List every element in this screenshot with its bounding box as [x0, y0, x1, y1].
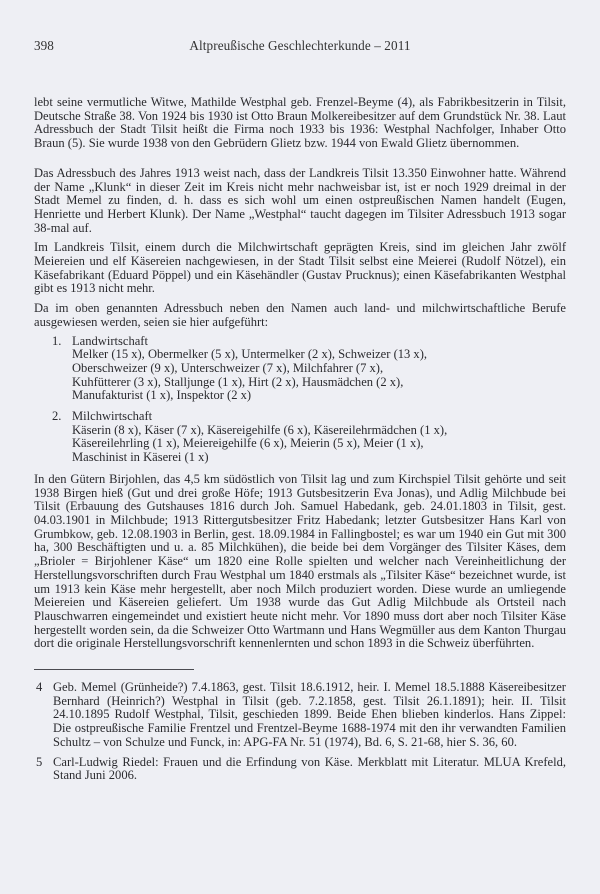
list-title: Landwirtschaft — [72, 333, 148, 348]
list-item-landwirtschaft — [34, 335, 566, 404]
list-number: 1. — [52, 333, 62, 348]
list-entries — [72, 424, 566, 465]
footnote-number: 5 — [36, 754, 43, 769]
page-number: 398 — [34, 38, 54, 53]
list-title: Milchwirtschaft — [72, 409, 153, 424]
running-title: Altpreußische Geschlechterkunde – 2011 — [189, 38, 411, 53]
paragraph-text: Da im oben genannten Adressbuch neben den Namen auch land- und milchwirtschaftliche Berufe ausgewiesen werden, seien sie hier aufgeführt: — [34, 301, 566, 329]
paragraph-text: In den Gütern Birjohlen, das 4,5 km südöstlich von Tilsit lag und zum Kirchspiel Tilsit gehörte und seit 1938 Birgen hieß (Gut und drei große Höfe; 1913 Gutsbesitzerin Eva Jonas), und Adlig Milchbude bei Tilsit (Erbauung des Gutshauses 1816 durch Joh. Samuel Habedank, geb. 24.01.1803 in Tilsit, gest. 04.03.1901 in Milchbude; 1913 Rittergutsbesitzer Fritz Habedank; letzter Gutsbesitzer Hans Karl von Grumbkow, geb. 12.08.1903 in Berlin, gest. 18.09.1984 in Fallingbostel; es war um 1940 ein Gut mit 300 ha, 300 Beschäftigten und u. a. 85 Milchkühen), die beide bei dem Vorgänger des Tilsiter Käses, dem „Brioler = Birjohlener Käse“ um 1820 eine Rolle spielten und welcher nach Vereinheitlichung der Herstellungsvorschriften durch Frau Westphal um 1840 erstmals als „Tilsiter Käse“ bezeichnet wurde, ist um 1913 kein Käse mehr hergestellt, aber noch Milch produziert worden. Diese wurde an umliegende Meiereien und Käsereien geliefert. Um 1938 wurde das Gut Adlig Milchbude als Ortsteil nach Plauschwarren eingemeindet und existiert heute nicht mehr. Vor 1890 muss dort aber noch Tilsiter Käse hergestellt worden sein, da die Schweizer Otto Wartmann und Hans Wegmüller aus dem Kanton Thurgau dort die originale Herstellungsvorschrift kennenlernten und schon 1893 in die Schweiz überführten. — [34, 471, 566, 651]
list-number: 2. — [52, 409, 62, 424]
footnote-text: Geb. Memel (Grünheide?) 7.4.1863, gest. Tilsit 18.6.1912, heir. I. Memel 18.5.1888 Käsereibesitzer Bernhard (Heinrich?) Westphal in Tilsit (geb. 7.2.1858, gest. Tilsit 26.1.1891); heir. II. Tilsit 24.10.1895 Rudolf Westphal, Tilsit, geschieden 1899. Beide Ehen blieben kinderlos. Hans Zippel: Die ostpreußische Familie Frentzel und Frentzel-Beyme 1688-1974 mit den ihr verwandten Familien Schultz – von Schulze und Funck, in: APG-FA Nr. 51 (1974), Bd. 6, S. 21-68, hier S. 36, 60. — [53, 680, 566, 749]
paragraph — [34, 241, 566, 296]
list-entries — [72, 348, 566, 403]
list-line: Käserin (8 x), Käser (7 x), Käsereigehilfe (6 x), Käsereilehrmädchen (1 x), — [72, 422, 448, 437]
paragraph-text: lebt seine vermutliche Witwe, Mathilde Westphal geb. Frenzel-Beyme (4), als Fabrikbesitzerin in Tilsit, Deutsche Straße 38. Von 1924 bis 1930 ist Otto Braun Molkereibesitzer auf dem Grundstück Nr. 38. Laut Adressbuch der Stadt Tilsit heißt die Firma noch 1933 bis 1936: Westphal Nachfolger, Inhaber Otto Braun (5). Sie wurde 1938 von den Gebrüdern Glietz bzw. 1944 von Ewald Glietz übernommen. — [34, 95, 566, 151]
footnote — [34, 681, 566, 750]
footnote-number: 4 — [36, 680, 43, 695]
footnotes — [34, 681, 566, 783]
footnote-text: Carl-Ludwig Riedel: Frauen und die Erfindung von Käse. Merkblatt mit Literatur. MLUA Krefeld, Stand Juni 2006. — [53, 754, 566, 783]
list-line: Manufakturist (1 x), Inspektor (2 x) — [72, 388, 252, 403]
footnote — [34, 756, 566, 783]
paragraph-text: Das Adressbuch des Jahres 1913 weist nach, dass der Landkreis Tilsit 13.350 Einwohner hatte. Während der Name „Klunk“ in dieser Zeit im Kreis nicht mehr nachweisbar ist, ist er noch 1929 dreimal in der Stadt Memel zu finden, d. h. dass es sich wohl um einen ostpreußischen Namen handelt (Eugen, Henriette und Herbert Klunk). Der Name „Westphal“ taucht dagegen im Tilsiter Adressbuch 1913 sogar 38-mal auf. — [34, 165, 566, 235]
page-header — [34, 38, 566, 54]
paragraph — [34, 167, 566, 236]
paragraph-text: Im Landkreis Tilsit, einem durch die Milchwirtschaft geprägten Kreis, sind im gleichen Jahr zwölf Meiereien und elf Käsereien nachgewiesen, in der Stadt Tilsit selbst eine Meierei (Rudolf Nötzel), ein Käsefabrikant (Eduard Pöppel) und ein Käsehändler (Gustav Prucknus); einen Käsefabrikanten Westphal gibt es 1913 nicht mehr. — [34, 240, 566, 296]
occupation-list — [34, 335, 566, 465]
paragraph — [34, 473, 566, 651]
list-line: Oberschweizer (9 x), Unterschweizer (7 x), Milchfahrer (7 x), — [72, 360, 384, 375]
list-line: Käsereilehrling (1 x), Meiereigehilfe (6 x), Meierin (5 x), Meier (1 x), — [72, 436, 424, 451]
list-item-milchwirtschaft — [34, 410, 566, 465]
list-line: Kuhfütterer (3 x), Stalljunge (1 x), Hirt (2 x), Hausmädchen (2 x), — [72, 374, 404, 389]
paragraph — [34, 96, 566, 151]
list-line: Maschinist in Käserei (1 x) — [72, 450, 209, 465]
list-line: Melker (15 x), Obermelker (5 x), Untermelker (2 x), Schweizer (13 x), — [72, 347, 428, 362]
page-content — [34, 96, 566, 789]
footnote-separator — [34, 669, 194, 670]
paragraph — [34, 302, 566, 329]
